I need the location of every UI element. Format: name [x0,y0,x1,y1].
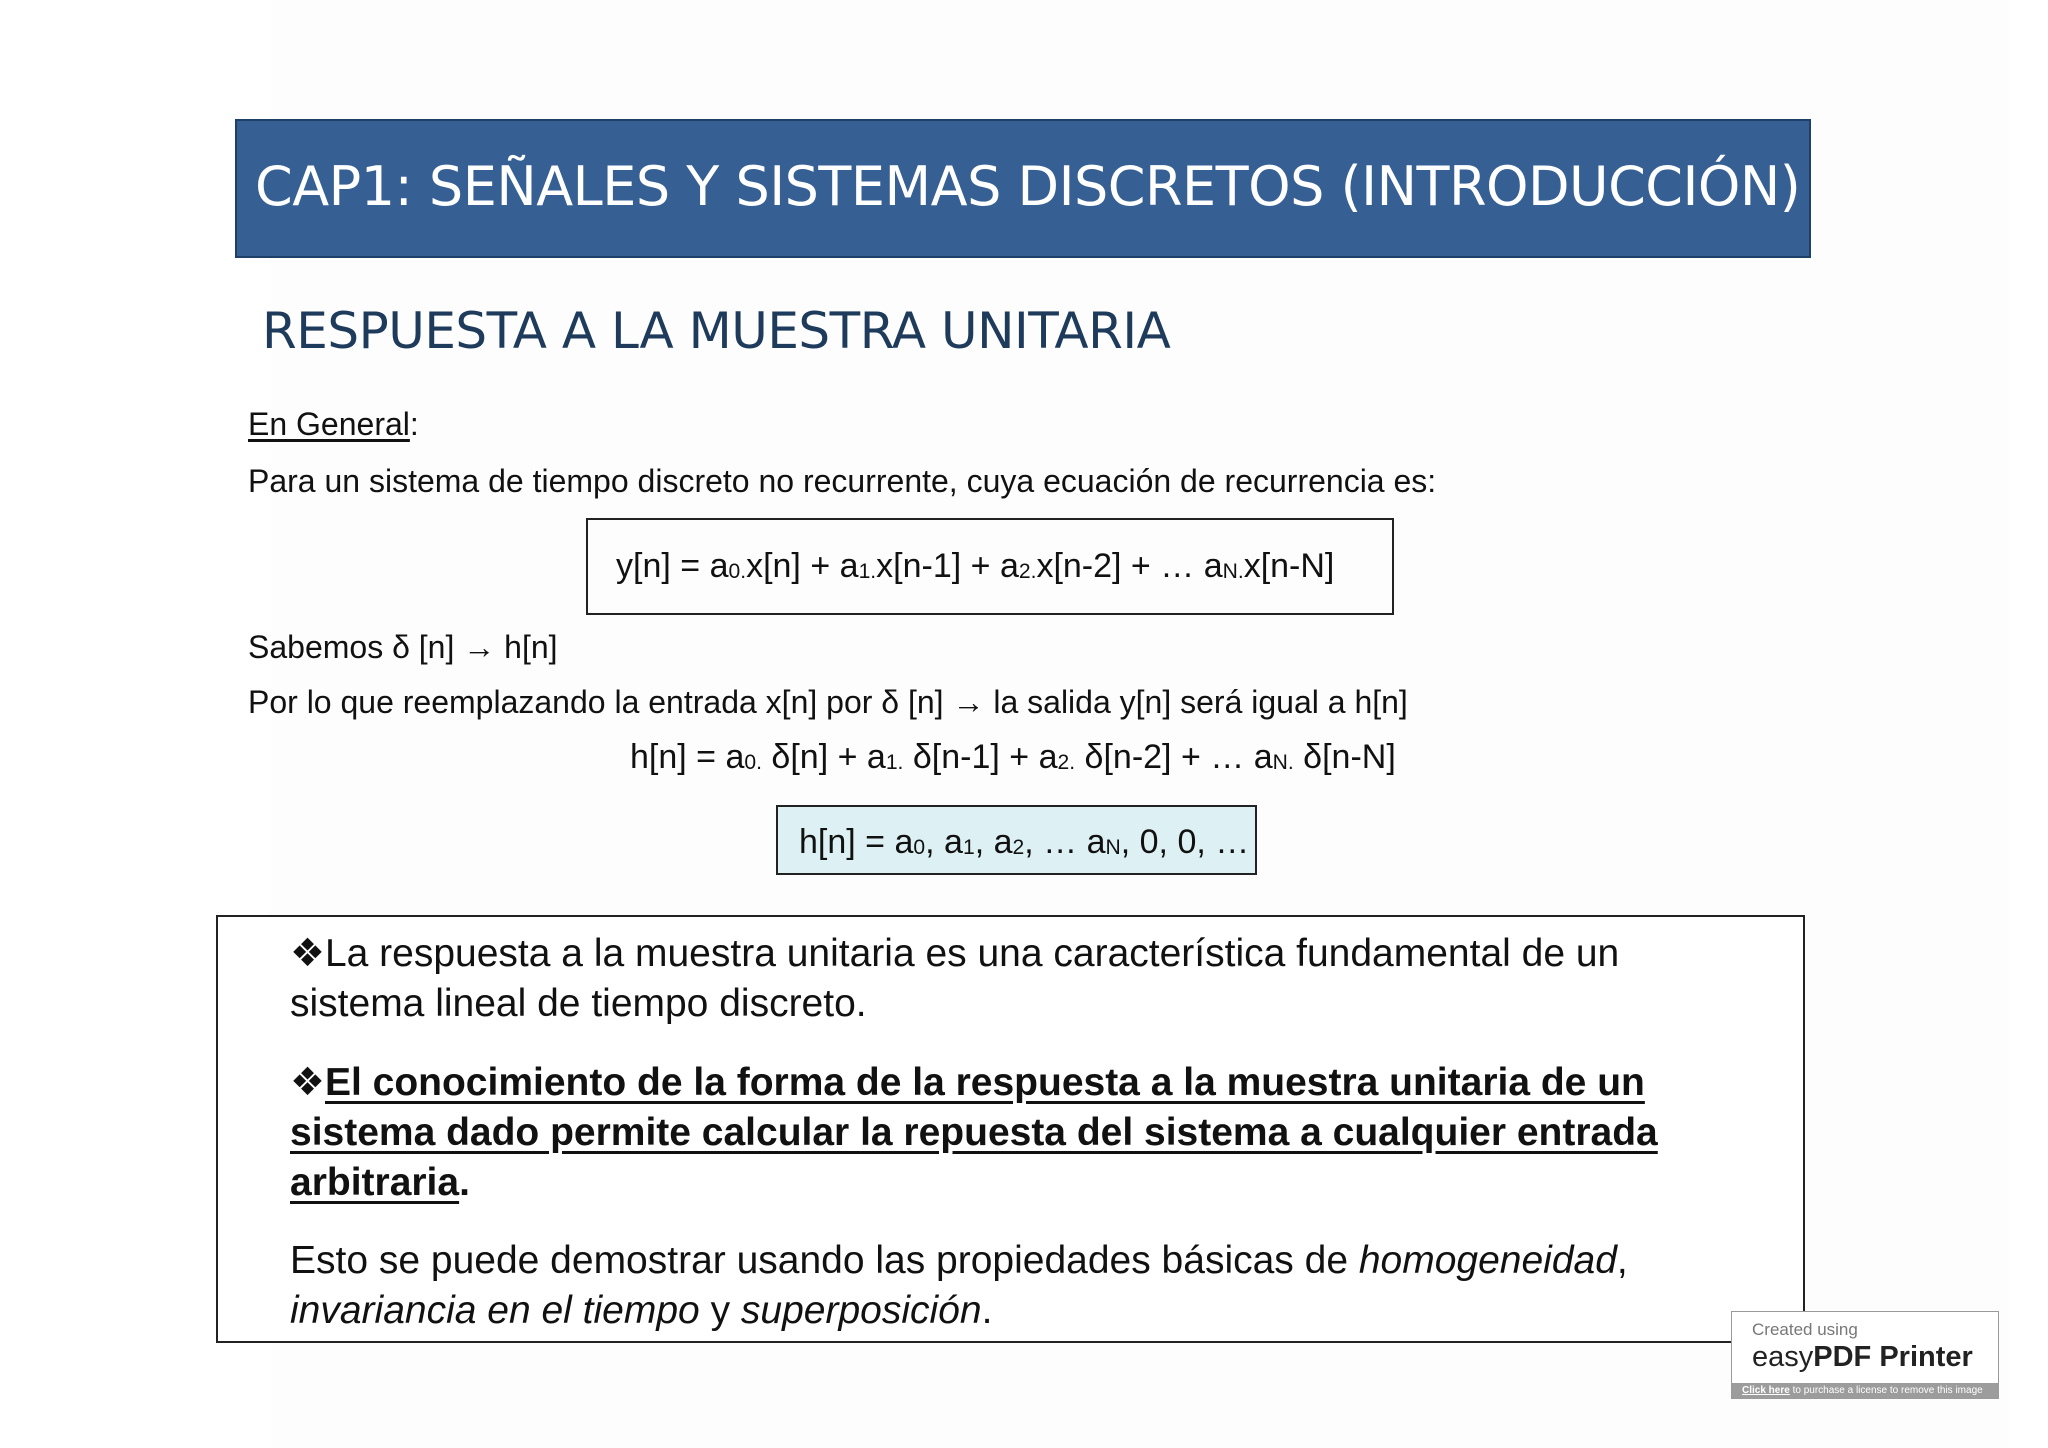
reemplazando-text: Por lo que reemplazando la entrada x[n] por δ [n] → la salida y[n] será igual a h[n] [248,684,1408,720]
slide-subtitle: RESPUESTA A LA MUESTRA UNITARIA [262,302,1171,360]
impulse-sequence-box [776,805,1257,875]
slide-title: CAP1: SEÑALES Y SISTEMAS DISCRETOS (INTRODUCCIÓN) [255,155,1801,218]
watermark-created-label: Created using [1752,1320,1858,1339]
summary-box [216,915,1805,1343]
recurrence-equation: $y[n] = a_{0.}x[n] + a_{1.}x[n-1] + a_{2.}x[n-2]$ + … $a_{N.}x[n-N]$ [616,547,1335,585]
impulse-sequence: $h[n] = a_0$, $a_1$, $a_2$, … $a_N$, 0, 0, … [799,823,1250,861]
watermark-purchase-link[interactable]: Click here to purchase a license to remove this image [1732,1383,1998,1398]
summary-point-1: ❖La respuesta a la muestra unitaria es una característica fundamental de un sistema lineal de tiempo discreto. [290,932,1620,1025]
section-heading [248,406,419,443]
title-banner [235,119,1811,258]
sabemos-text: Sabemos δ [n] → h[n] [248,629,558,665]
diamond-bullet-icon: ❖ [290,932,325,975]
diamond-bullet-icon: ❖ [290,1061,325,1104]
watermark-brand: easyPDF Printer [1752,1341,1973,1373]
intro-text: Para un sistema de tiempo discreto no recurrente, cuya ecuación de recurrencia es: [248,463,1437,499]
section-heading-label: En General [248,406,410,442]
easypdf-watermark[interactable] [1731,1311,1999,1399]
impulse-response-equation: $h[n] = a_{0.}$ $\delta[n] + a_{1.}$ $\delta[n-1] + a_{2.}$ δ[n-2] + … $a_{N.}$ δ[n-N] [630,738,1396,776]
section-heading-colon: : [409,406,419,442]
summary-point-3: Esto se puede demostrar usando las propiedades básicas de homogeneidad, invariancia en el tiempo y superposición. [290,1239,1628,1332]
summary-point-2: ❖El conocimiento de la forma de la respuesta a la muestra unitaria de un sistema dado permite calcular la repuesta del sistema a cualquier entrada arbitraria. [290,1061,1658,1204]
recurrence-equation-box [586,518,1394,615]
